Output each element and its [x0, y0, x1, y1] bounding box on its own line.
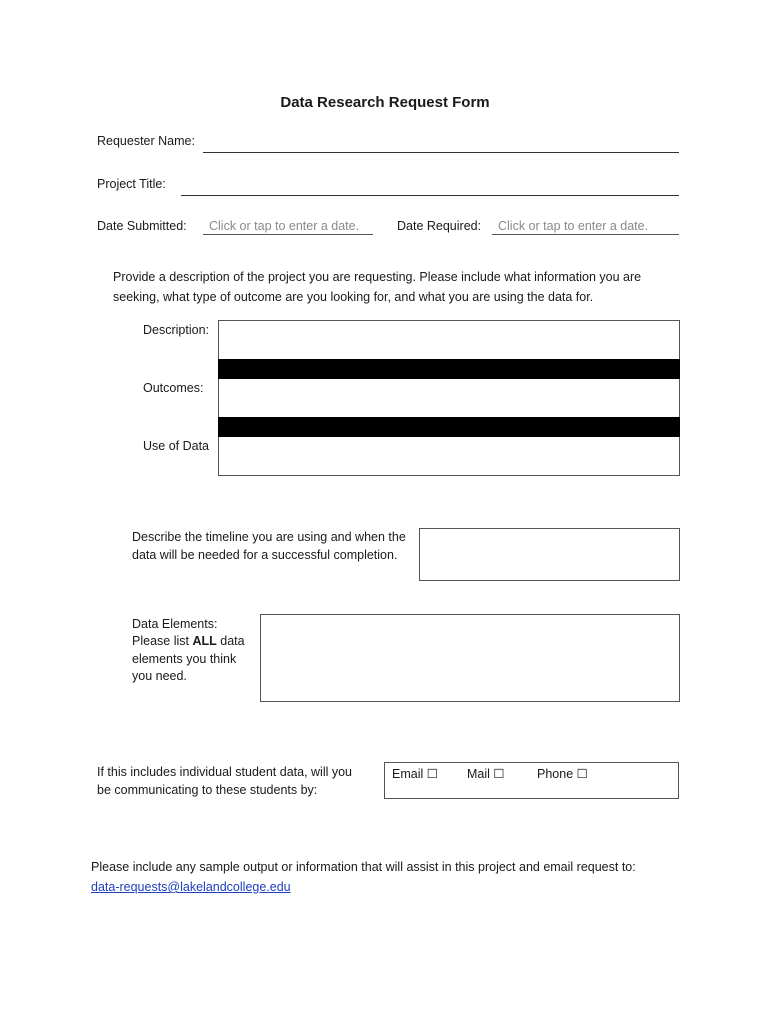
use-of-data-field[interactable] [219, 437, 679, 475]
project-title-label: Project Title: [97, 177, 166, 191]
student-line-1: If this includes individual student data, will you [97, 765, 353, 779]
date-required-label: Date Required: [397, 219, 482, 233]
date-submitted-field[interactable]: Click or tap to enter a date. [203, 219, 373, 235]
requester-name-label: Requester Name: [97, 134, 195, 148]
elements-line-2 [132, 634, 245, 648]
email-checkbox[interactable]: Email ☐ [392, 767, 438, 781]
data-elements-field[interactable] [260, 614, 680, 702]
divider-bar [218, 359, 680, 379]
timeline-field[interactable] [419, 528, 680, 581]
description-label: Description: [143, 323, 209, 337]
instructions-line-2: seeking, what type of outcome are you looking for, and what you are using the data for. [113, 290, 594, 304]
timeline-line-1: Describe the timeline you are using and when the [132, 530, 406, 544]
elements-line-1: Data Elements: [132, 617, 218, 631]
instructions-line-1: Provide a description of the project you are requesting. Please include what information you are [113, 270, 642, 284]
footer-email-link[interactable]: data-requests@lakelandcollege.edu [91, 880, 291, 894]
footer-instruction: Please include any sample output or information that will assist in this project and email request to: [91, 860, 636, 874]
outcomes-field[interactable] [219, 379, 679, 417]
mail-checkbox[interactable]: Mail ☐ [467, 767, 505, 781]
elements-line-2-pre: Please list [132, 634, 193, 648]
description-field[interactable] [219, 321, 679, 359]
date-submitted-label: Date Submitted: [97, 219, 187, 233]
elements-line-2-post: data [216, 634, 245, 648]
use-of-data-label: Use of Data [143, 439, 210, 453]
divider-bar [218, 417, 680, 437]
elements-line-3: elements you think [132, 652, 237, 666]
student-line-2: be communicating to these students by: [97, 783, 318, 797]
elements-all-emphasis: ALL [192, 634, 217, 648]
outcomes-label: Outcomes: [143, 381, 204, 395]
phone-checkbox[interactable]: Phone ☐ [537, 767, 588, 781]
date-required-field[interactable]: Click or tap to enter a date. [492, 219, 679, 235]
requester-name-field[interactable] [203, 152, 679, 153]
timeline-line-2: data will be needed for a successful completion. [132, 548, 398, 562]
elements-line-4: you need. [132, 669, 187, 683]
page-title: Data Research Request Form [280, 94, 490, 111]
project-title-field[interactable] [181, 195, 679, 196]
